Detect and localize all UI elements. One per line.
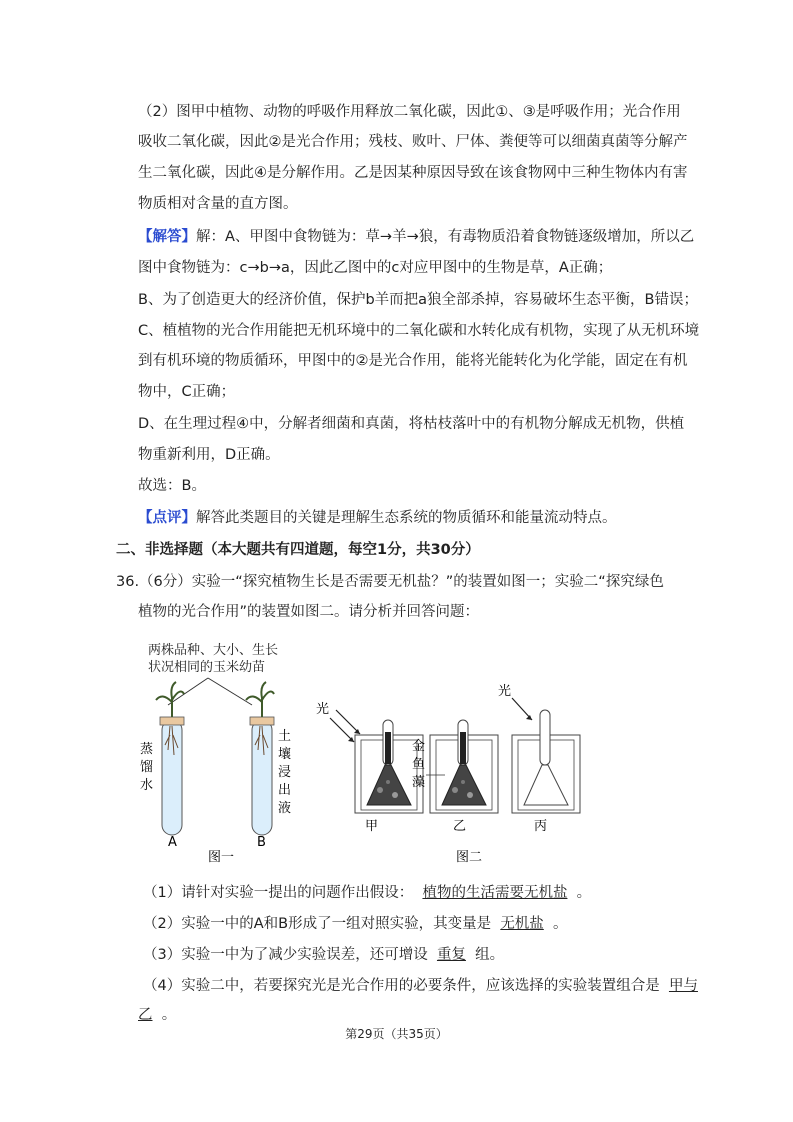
label-soil-char3: 浸 xyxy=(278,765,292,780)
plant-label-char1: 金 xyxy=(412,739,426,754)
answer-2-end: 。 xyxy=(553,916,568,932)
para-7: B、为了创造更大的经济价值，保护b羊而把a狼全部杀掉，容易破坏生态平衡，B错误； xyxy=(138,292,698,308)
para-2: 吸收二氧化碳，因此②是光合作用；残枝、败叶、尸体、粪便等可以细菌真菌等分解产 xyxy=(138,134,688,150)
answer-4-value: 甲与 xyxy=(668,978,698,994)
para-4: 物质相对含量的直方图。 xyxy=(138,196,298,212)
question-36-line1: 36.（6分）实验一“探究植物生长是否需要无机盐？”的装置如图一；实验二“探究绿色 xyxy=(116,574,664,590)
answer-2 xyxy=(143,909,683,939)
label-distilled-char2: 馏 xyxy=(140,760,154,775)
para-11: D、在生理过程④中，分解者细菌和真菌，将枯枝落叶中的有机物分解成无机物，供植 xyxy=(138,416,685,432)
answer-4-prompt: （4）实验二中，若要探究光是光合作用的必要条件，应该选择的实验装置组合是 xyxy=(143,978,660,994)
plant-label-char3: 藻 xyxy=(412,775,426,790)
jar-bing xyxy=(512,710,580,813)
fig2-label: 图二 xyxy=(456,850,483,865)
answer-2-value: 无机盐 xyxy=(500,916,544,932)
para-1: （2）图甲中植物、动物的呼吸作用释放二氧化碳，因此①、③是呼吸作用；光合作用 xyxy=(138,104,681,120)
light-label-2: 光 xyxy=(498,684,512,699)
para-8: C、植植物的光合作用能把无机环境中的二氧化碳和水转化成有机物，实现了从无机环境 xyxy=(138,323,700,339)
para-10: 物中，C正确； xyxy=(138,384,236,400)
para-6: 图中食物链为：c→b→a，因此乙图中的c对应甲图中的生物是草，A正确； xyxy=(138,260,613,276)
page-footer: 第29页（共35页） xyxy=(345,1027,448,1041)
para-12: 物重新利用，D正确。 xyxy=(138,447,280,463)
dianping-line xyxy=(138,503,678,533)
label-soil-char1: 土 xyxy=(278,729,292,744)
answer-4 xyxy=(143,971,698,1001)
jar-bing-label: 丙 xyxy=(534,819,548,834)
answer-3 xyxy=(143,940,683,970)
answer-3-value: 重复 xyxy=(436,947,466,963)
question-36-line2: 植物的光合作用”的装置如图二。请分析并回答问题： xyxy=(138,604,480,620)
plant-label-char2: 鱼 xyxy=(412,757,426,772)
label-soil-char5: 液 xyxy=(278,801,292,816)
jieda-text: 解：A、甲图中食物链为：草→羊→狼，有毒物质沿着食物链逐级增加，所以乙 xyxy=(196,229,695,245)
answer-3-prompt: （3）实验一中为了减少实验误差，还可增设 xyxy=(143,947,428,963)
jar-yi-label: 乙 xyxy=(453,819,467,834)
experiment-figure xyxy=(140,640,700,865)
fig1-label: 图一 xyxy=(208,850,235,865)
label-soil-char2: 壤 xyxy=(278,747,292,762)
para-9: 到有机环境的物质循环，甲图中的②是光合作用，能将光能转化为化学能，固定在有机 xyxy=(138,353,688,369)
tube-b-label: B xyxy=(257,835,266,850)
dianping-text: 解答此类题目的关键是理解生态系统的物质循环和能量流动特点。 xyxy=(196,510,617,526)
jar-yi xyxy=(430,720,498,813)
label-soil-char4: 出 xyxy=(278,783,292,798)
dianping-tag: 【点评】 xyxy=(138,510,196,526)
answer-3-end: 组。 xyxy=(475,947,505,963)
para-3: 生二氧化碳，因此④是分解作用。乙是因某种原因导致在该食物网中三种生物体内有害 xyxy=(138,165,688,181)
jieda-line xyxy=(138,222,695,252)
answer-1-end: 。 xyxy=(576,885,592,901)
tube-a-label: A xyxy=(168,835,177,850)
light-label-1: 光 xyxy=(316,702,330,717)
answer-4-end: 。 xyxy=(161,1007,177,1023)
answer-4-value-cont: 乙 xyxy=(138,1007,153,1023)
fig1-caption-line2: 状况相同的玉米幼苗 xyxy=(148,660,266,675)
label-distilled-char1: 蒸 xyxy=(140,742,154,757)
answer-1-prompt: （1）请针对实验一提出的问题作出假设： xyxy=(143,885,414,901)
fig1-caption-line1: 两株品种、大小、生长 xyxy=(148,643,279,658)
answer-2-prompt: （2）实验一中的A和B形成了一组对照实验，其变量是 xyxy=(143,916,492,932)
answer-1-value: 植物的生活需要无机盐 xyxy=(422,885,568,901)
test-tube-a xyxy=(156,682,184,835)
jar-jia-label: 甲 xyxy=(365,819,379,834)
para-13: 故选：B。 xyxy=(138,478,206,494)
label-distilled-char3: 水 xyxy=(140,778,154,793)
test-tube-b xyxy=(246,682,274,835)
jieda-tag: 【解答】 xyxy=(138,229,196,245)
answer-1 xyxy=(143,878,683,908)
section-heading: 二、非选择题（本大题共有四道题，每空1分，共30分） xyxy=(116,542,480,558)
